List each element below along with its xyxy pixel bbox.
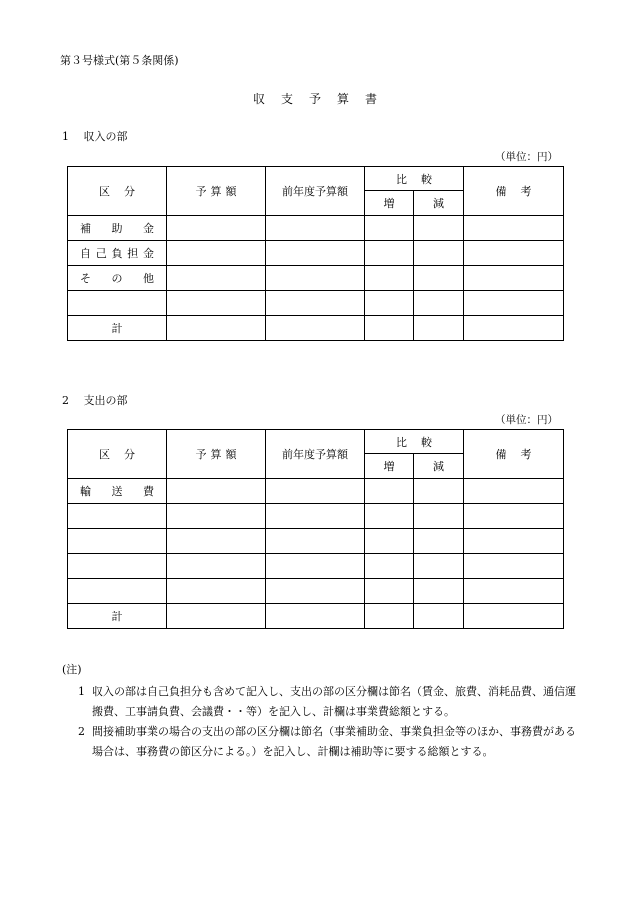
income-row bbox=[68, 266, 564, 291]
income-cell[interactable] bbox=[414, 241, 464, 266]
income-cell[interactable] bbox=[167, 266, 266, 291]
income-cell[interactable] bbox=[414, 266, 464, 291]
income-cell[interactable] bbox=[365, 216, 414, 241]
expense-cell[interactable] bbox=[414, 579, 464, 604]
document-title: 収支予算書 bbox=[252, 92, 393, 106]
expense-cell[interactable] bbox=[365, 554, 414, 579]
expense-cell[interactable] bbox=[167, 604, 266, 629]
expense-header-category: 区分 bbox=[68, 430, 167, 479]
note-number: 2 bbox=[78, 725, 85, 738]
expense-cell[interactable] bbox=[414, 479, 464, 504]
expense-row-label: 輸送費 bbox=[68, 479, 167, 504]
expense-header-prev-budget: 前年度予算額 bbox=[266, 430, 365, 479]
expense-cell[interactable] bbox=[365, 479, 414, 504]
income-cell[interactable] bbox=[266, 316, 365, 341]
income-cell[interactable] bbox=[464, 241, 564, 266]
expense-table bbox=[67, 429, 564, 629]
income-row bbox=[68, 291, 564, 316]
form-number: 第３号様式(第５条関係) bbox=[60, 54, 179, 67]
expense-section-title bbox=[62, 392, 128, 408]
expense-row bbox=[68, 504, 564, 529]
expense-header-comparison: 比較 bbox=[365, 430, 464, 454]
note-text: 間接補助事業の場合の支出の部の区分欄は節名（事業補助金、事業負担金等のほか、事務費がある場合は、事務費の節区分による。）を記入し、計欄は補助等に要する総額とする。 bbox=[92, 725, 576, 758]
income-cell[interactable] bbox=[464, 266, 564, 291]
income-cell[interactable] bbox=[414, 291, 464, 316]
expense-header-increase: 増 bbox=[365, 454, 414, 479]
expense-header-decrease: 減 bbox=[414, 454, 464, 479]
expense-cell[interactable] bbox=[414, 504, 464, 529]
expense-header-remarks: 備考 bbox=[464, 430, 564, 479]
expense-cell[interactable] bbox=[365, 579, 414, 604]
expense-header-budget: 予算額 bbox=[167, 430, 266, 479]
expense-row-label bbox=[68, 504, 167, 529]
notes-heading: (注) bbox=[62, 663, 82, 676]
income-cell[interactable] bbox=[464, 291, 564, 316]
notes-section bbox=[62, 660, 582, 762]
expense-cell[interactable] bbox=[414, 529, 464, 554]
note-text: 収入の部は自己負担分も含めて記入し、支出の部の区分欄は節名（賃金、旅費、消耗品費、通信運搬費、工事請負費、会議費・・等）を記入し、計欄は事業費総額とする。 bbox=[92, 685, 576, 718]
income-header-increase: 増 bbox=[365, 191, 414, 216]
income-cell[interactable] bbox=[365, 316, 414, 341]
income-unit: （単位：円） bbox=[495, 151, 558, 163]
note-item bbox=[66, 682, 582, 722]
expense-total-label: 計 bbox=[68, 604, 167, 629]
expense-row bbox=[68, 554, 564, 579]
expense-row bbox=[68, 529, 564, 554]
income-cell[interactable] bbox=[167, 216, 266, 241]
expense-cell[interactable] bbox=[464, 604, 564, 629]
expense-cell[interactable] bbox=[167, 554, 266, 579]
income-cell[interactable] bbox=[464, 316, 564, 341]
income-cell[interactable] bbox=[266, 291, 365, 316]
income-cell[interactable] bbox=[365, 291, 414, 316]
income-header-comparison: 比較 bbox=[365, 167, 464, 191]
income-cell[interactable] bbox=[414, 316, 464, 341]
expense-cell[interactable] bbox=[464, 579, 564, 604]
income-section-number: 1 bbox=[62, 130, 69, 143]
note-number: 1 bbox=[78, 685, 85, 698]
expense-row bbox=[68, 579, 564, 604]
income-row-label: その他 bbox=[68, 266, 167, 291]
expense-cell[interactable] bbox=[266, 479, 365, 504]
expense-section-label: 支出の部 bbox=[83, 394, 128, 407]
expense-row-label bbox=[68, 529, 167, 554]
income-row-label: 自己負担金 bbox=[68, 241, 167, 266]
expense-row-label bbox=[68, 554, 167, 579]
expense-cell[interactable] bbox=[167, 504, 266, 529]
expense-cell[interactable] bbox=[167, 579, 266, 604]
expense-cell[interactable] bbox=[365, 504, 414, 529]
expense-cell[interactable] bbox=[464, 504, 564, 529]
income-header-category: 区分 bbox=[68, 167, 167, 216]
income-cell[interactable] bbox=[167, 241, 266, 266]
expense-cell[interactable] bbox=[167, 479, 266, 504]
income-row bbox=[68, 216, 564, 241]
income-row-label bbox=[68, 291, 167, 316]
expense-cell[interactable] bbox=[266, 504, 365, 529]
expense-section-number: 2 bbox=[62, 394, 69, 407]
income-table bbox=[67, 166, 564, 341]
expense-cell[interactable] bbox=[266, 579, 365, 604]
income-total-label: 計 bbox=[68, 316, 167, 341]
note-item bbox=[66, 722, 582, 762]
expense-cell[interactable] bbox=[464, 554, 564, 579]
income-header-remarks: 備考 bbox=[464, 167, 564, 216]
expense-cell[interactable] bbox=[464, 479, 564, 504]
income-cell[interactable] bbox=[365, 266, 414, 291]
expense-cell[interactable] bbox=[464, 529, 564, 554]
income-cell[interactable] bbox=[266, 241, 365, 266]
expense-cell[interactable] bbox=[266, 604, 365, 629]
expense-cell[interactable] bbox=[365, 529, 414, 554]
income-cell[interactable] bbox=[167, 291, 266, 316]
income-cell[interactable] bbox=[464, 216, 564, 241]
expense-cell[interactable] bbox=[365, 604, 414, 629]
income-row bbox=[68, 241, 564, 266]
expense-cell[interactable] bbox=[414, 604, 464, 629]
income-cell[interactable] bbox=[167, 316, 266, 341]
expense-cell[interactable] bbox=[266, 554, 365, 579]
expense-row bbox=[68, 479, 564, 504]
income-header-prev-budget: 前年度予算額 bbox=[266, 167, 365, 216]
income-cell[interactable] bbox=[266, 266, 365, 291]
income-cell[interactable] bbox=[266, 216, 365, 241]
expense-unit: （単位：円） bbox=[495, 414, 558, 426]
income-cell[interactable] bbox=[365, 241, 414, 266]
income-row-label: 補助金 bbox=[68, 216, 167, 241]
expense-cell[interactable] bbox=[266, 529, 365, 554]
income-section-title bbox=[62, 128, 128, 144]
income-cell[interactable] bbox=[414, 216, 464, 241]
expense-row-label bbox=[68, 579, 167, 604]
expense-total-row bbox=[68, 604, 564, 629]
income-header-decrease: 減 bbox=[414, 191, 464, 216]
expense-cell[interactable] bbox=[167, 529, 266, 554]
expense-cell[interactable] bbox=[414, 554, 464, 579]
income-section-label: 収入の部 bbox=[83, 130, 128, 143]
income-total-row bbox=[68, 316, 564, 341]
income-header-budget: 予算額 bbox=[167, 167, 266, 216]
